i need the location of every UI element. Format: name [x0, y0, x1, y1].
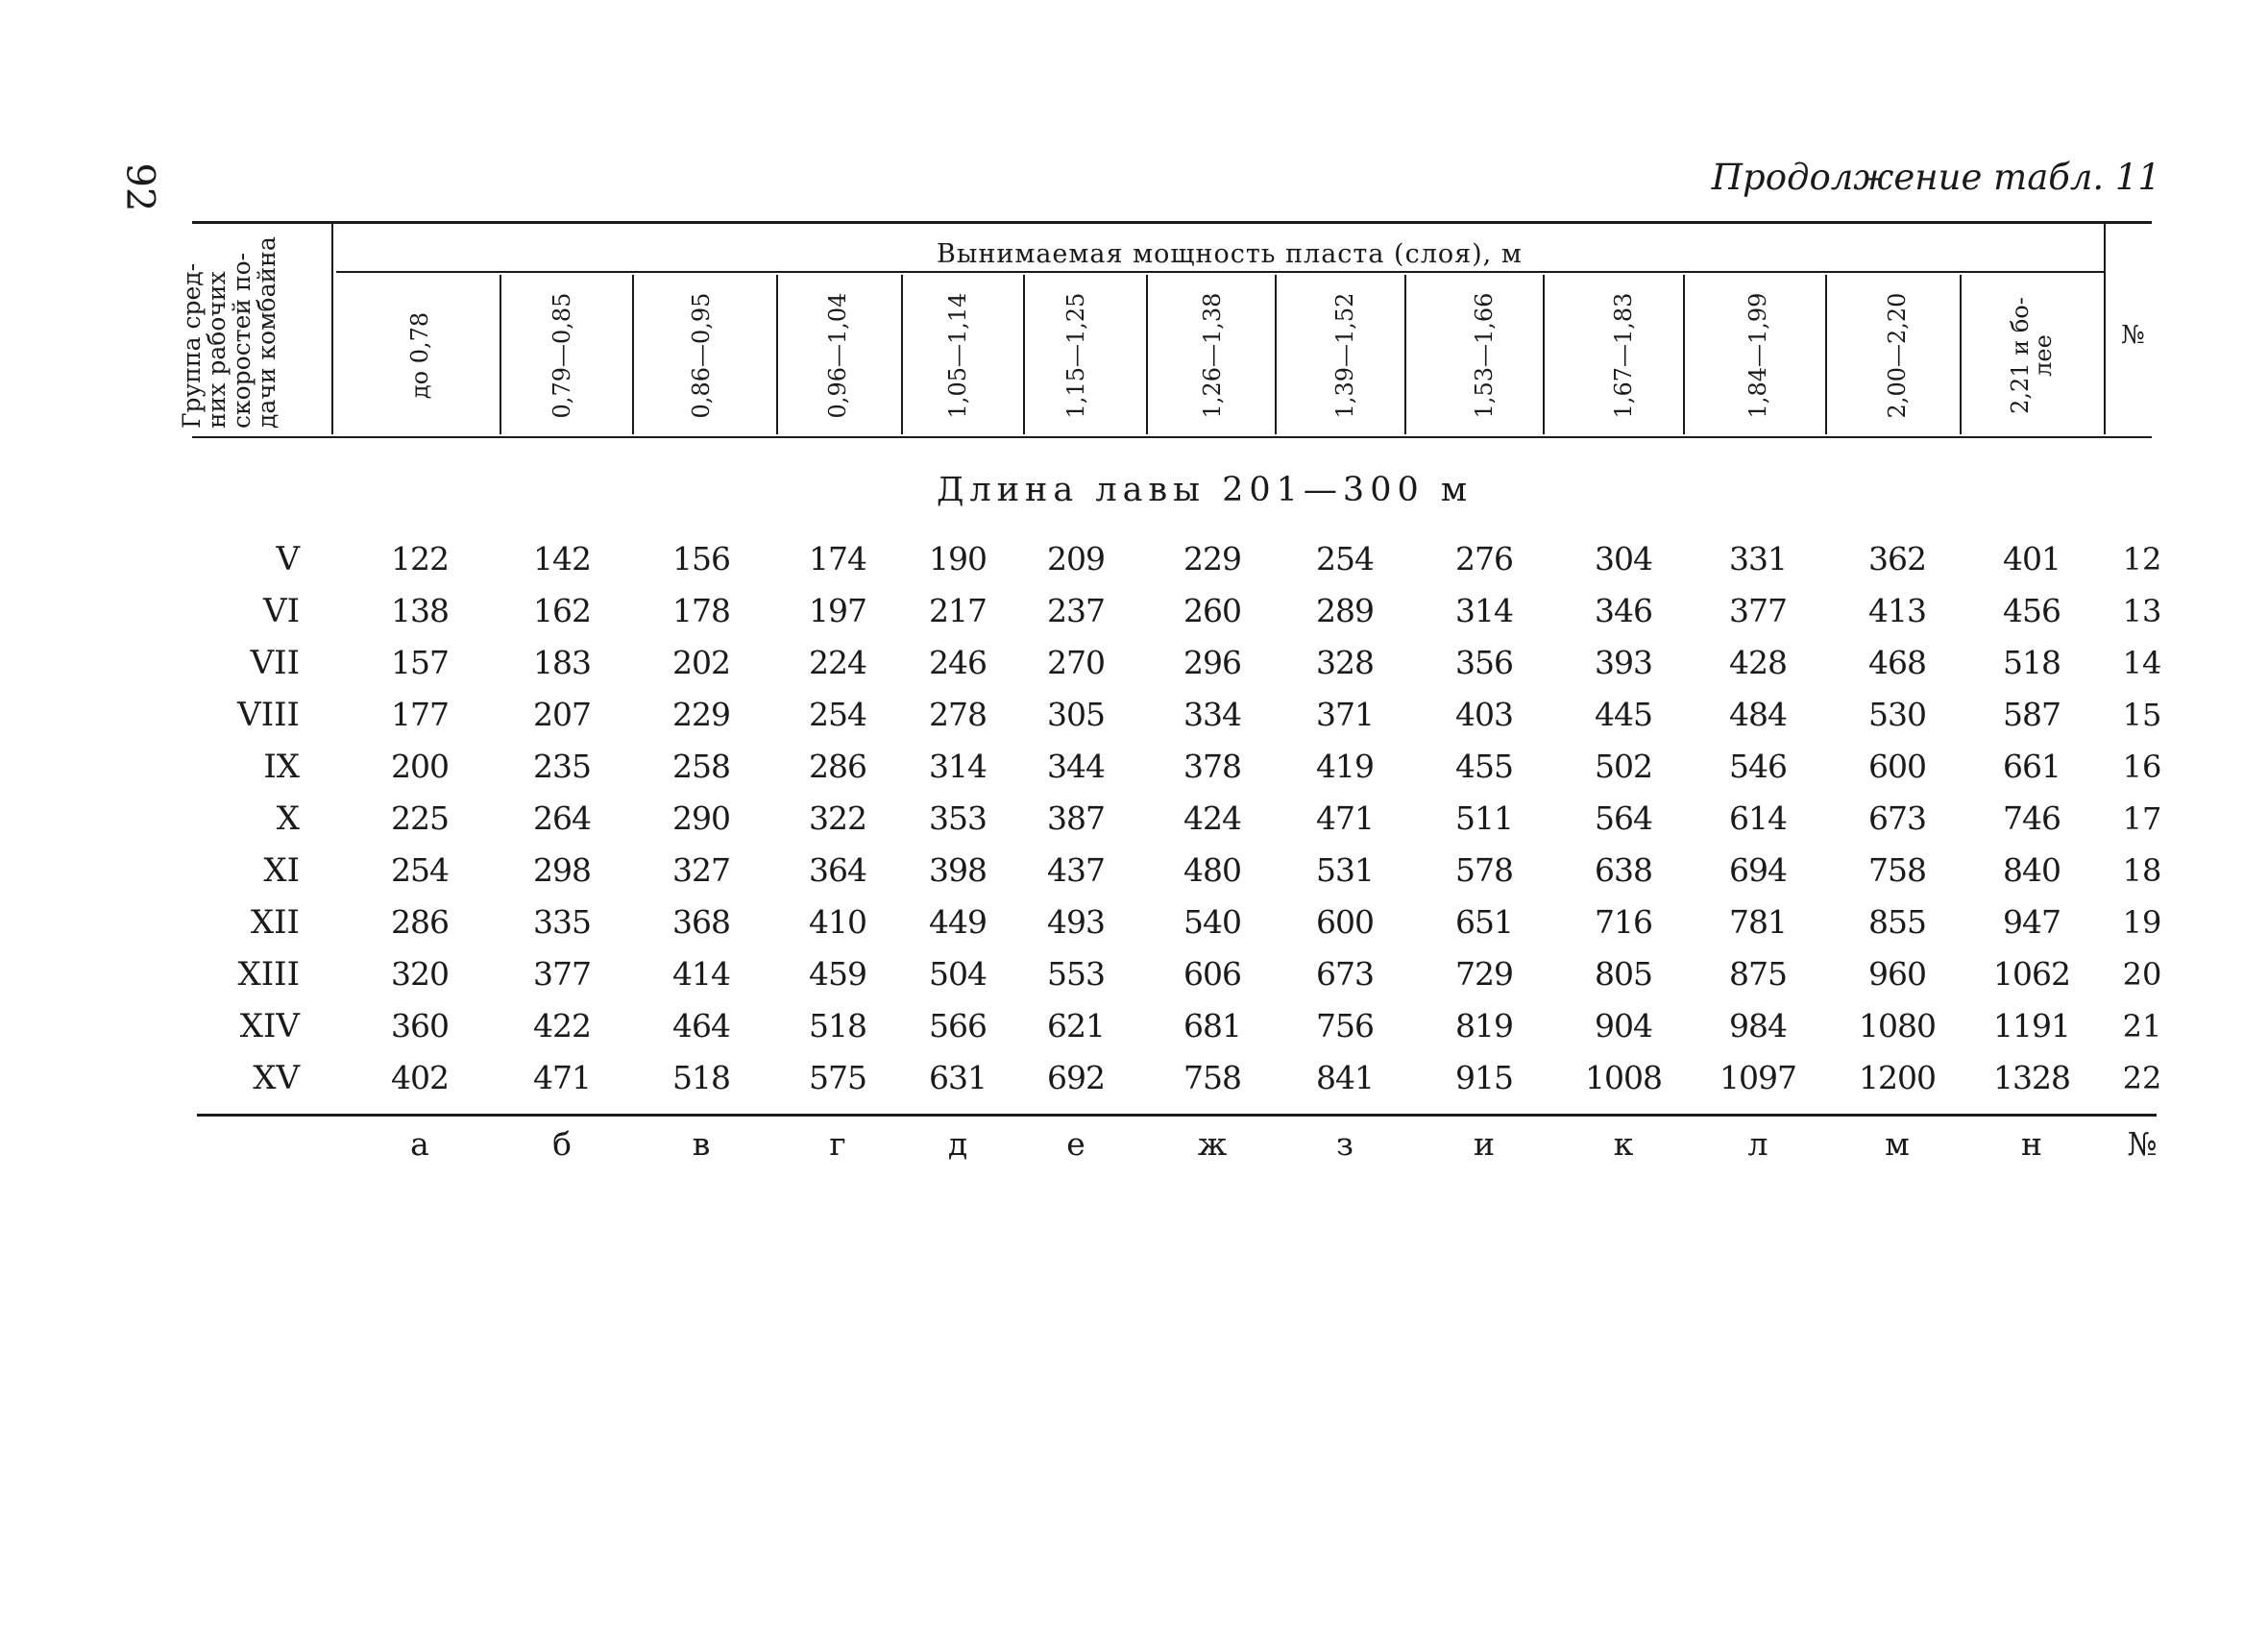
table-cell: 459 [809, 955, 866, 993]
footer-column-letter: ж [1197, 1125, 1228, 1163]
table-cell: 177 [391, 696, 449, 733]
table-cell: 304 [1595, 540, 1652, 577]
row-group-label: XIII [237, 955, 300, 994]
table-cell: 1097 [1719, 1059, 1796, 1096]
row-number: 12 [2122, 541, 2162, 577]
table-cell: 578 [1455, 851, 1513, 889]
column-separator [1275, 275, 1277, 434]
footer-column-letter: в [692, 1125, 711, 1163]
table-cell: 246 [929, 644, 987, 681]
thickness-column-header [1057, 259, 1095, 452]
table-cell: 758 [1868, 851, 1926, 889]
thickness-column-header [1878, 259, 1916, 452]
header-separator [2104, 223, 2106, 434]
table-cell: 229 [672, 696, 730, 733]
thickness-column-header [1604, 259, 1643, 452]
table-cell: 1062 [1993, 955, 2070, 993]
table-cell: 320 [391, 955, 449, 993]
thickness-span-header: Вынимаемая мощность пласта (слоя), м [937, 239, 1523, 269]
column-header-line: 0,79—0,85 [549, 292, 575, 419]
section-title: Длина лавы 201—300 м [937, 471, 1474, 509]
table-cell: 156 [672, 540, 730, 577]
table-cell: 344 [1047, 748, 1105, 785]
table-cell: 484 [1729, 696, 1787, 733]
table-cell: 334 [1183, 696, 1241, 733]
table-cell: 237 [1047, 592, 1105, 629]
footer-column-letter: и [1474, 1125, 1495, 1163]
table-cell: 673 [1316, 955, 1374, 993]
table-cell: 264 [533, 799, 591, 837]
table-cell: 511 [1455, 799, 1513, 837]
table-cell: 518 [2003, 644, 2061, 681]
column-separator [1023, 275, 1025, 434]
column-separator [1146, 275, 1148, 434]
table-cell: 422 [533, 1007, 591, 1044]
row-number: 14 [2122, 645, 2162, 681]
column-header-line: 1,53—1,66 [1471, 292, 1498, 419]
table-cell: 1191 [1993, 1007, 2070, 1044]
table-cell: 729 [1455, 955, 1513, 993]
table-cell: 122 [391, 540, 449, 577]
page-number: 92 [117, 162, 162, 212]
number-column-header: № [2121, 321, 2145, 350]
row-number: 15 [2122, 697, 2162, 733]
table-cell: 758 [1183, 1059, 1241, 1096]
table-cell: 600 [1316, 903, 1374, 941]
row-number: 18 [2122, 852, 2162, 889]
table-cell: 471 [1316, 799, 1374, 837]
table-cell: 162 [533, 592, 591, 629]
table-cell: 174 [809, 540, 866, 577]
group-column-header [134, 198, 326, 429]
column-header-line: лее [2030, 334, 2057, 377]
table-cell: 716 [1595, 903, 1652, 941]
table-cell: 464 [672, 1007, 730, 1044]
footer-column-letter: е [1066, 1125, 1085, 1163]
table-cell: 398 [929, 851, 987, 889]
thickness-column-header [939, 259, 977, 452]
table-cell: 260 [1183, 592, 1241, 629]
table-cell: 819 [1455, 1007, 1513, 1044]
table-cell: 575 [809, 1059, 866, 1096]
table-cell: 631 [929, 1059, 987, 1096]
table-cell: 694 [1729, 851, 1787, 889]
table-cell: 546 [1729, 748, 1787, 785]
table-cell: 1200 [1859, 1059, 1936, 1096]
table-cell: 142 [533, 540, 591, 577]
row-group-label: VIII [237, 696, 300, 734]
table-cell: 493 [1047, 903, 1105, 941]
table-cell: 209 [1047, 540, 1105, 577]
footer-column-letter: н [2021, 1125, 2042, 1163]
table-cell: 518 [809, 1007, 866, 1044]
table-cell: 638 [1595, 851, 1652, 889]
footer-number-label: № [2127, 1125, 2158, 1163]
thickness-column-header [818, 259, 857, 452]
table-cell: 178 [672, 592, 730, 629]
table-cell: 564 [1595, 799, 1652, 837]
column-header-line: 0,86—0,95 [688, 292, 715, 419]
row-group-label: XII [250, 903, 300, 942]
footer-column-letter: а [410, 1125, 429, 1163]
table-cell: 419 [1316, 748, 1374, 785]
table-cell: 681 [1183, 1007, 1241, 1044]
row-group-label: X [276, 799, 300, 838]
table-cell: 368 [672, 903, 730, 941]
table-cell: 225 [391, 799, 449, 837]
column-header-line: 1,67—1,83 [1610, 292, 1637, 419]
table-cell: 414 [672, 955, 730, 993]
table-cell: 502 [1595, 748, 1652, 785]
table-cell: 746 [2003, 799, 2061, 837]
table-cell: 286 [391, 903, 449, 941]
table-cell: 331 [1729, 540, 1787, 577]
table-cell: 356 [1455, 644, 1513, 681]
table-cell: 296 [1183, 644, 1241, 681]
thickness-column-header [1465, 259, 1503, 452]
table-cell: 314 [1455, 592, 1513, 629]
table-cell: 410 [809, 903, 866, 941]
table-cell: 904 [1595, 1007, 1652, 1044]
table-cell: 840 [2003, 851, 2061, 889]
column-separator [1960, 275, 1962, 434]
column-header-line: до 0,78 [406, 311, 433, 400]
table-cell: 540 [1183, 903, 1241, 941]
footer-column-letter: з [1336, 1125, 1353, 1163]
table-cell: 673 [1868, 799, 1926, 837]
footer-column-letter: л [1747, 1125, 1768, 1163]
thickness-column-header [543, 259, 581, 452]
table-cell: 353 [929, 799, 987, 837]
table-continuation-label: Продолжение табл. 11 [1711, 157, 2160, 198]
table-cell: 651 [1455, 903, 1513, 941]
group-header-line: них рабочих [203, 271, 231, 429]
table-cell: 437 [1047, 851, 1105, 889]
row-group-label: IX [263, 748, 300, 786]
table-cell: 235 [533, 748, 591, 785]
table-cell: 377 [1729, 592, 1787, 629]
table-cell: 377 [533, 955, 591, 993]
column-header-line: 2,00—2,20 [1884, 292, 1911, 419]
table-cell: 289 [1316, 592, 1374, 629]
table-cell: 875 [1729, 955, 1787, 993]
column-header-line: 1,39—1,52 [1331, 292, 1358, 419]
table-cell: 1328 [1993, 1059, 2070, 1096]
table-cell: 378 [1183, 748, 1241, 785]
row-group-label: XV [253, 1059, 300, 1097]
table-cell: 200 [391, 748, 449, 785]
footer-column-letter: б [552, 1125, 572, 1163]
group-header-line: дачи комбайна [253, 236, 280, 429]
row-number: 17 [2122, 800, 2162, 837]
table-cell: 480 [1183, 851, 1241, 889]
table-cell: 621 [1047, 1007, 1105, 1044]
table-cell: 322 [809, 799, 866, 837]
thickness-column-header [1193, 259, 1232, 452]
table-cell: 947 [2003, 903, 2061, 941]
table-cell: 258 [672, 748, 730, 785]
row-number: 21 [2122, 1008, 2162, 1044]
footer-column-letter: д [947, 1125, 968, 1163]
table-cell: 530 [1868, 696, 1926, 733]
table-cell: 518 [672, 1059, 730, 1096]
column-separator [901, 275, 903, 434]
table-cell: 183 [533, 644, 591, 681]
table-cell: 360 [391, 1007, 449, 1044]
row-group-label: VI [263, 592, 300, 630]
table-cell: 781 [1729, 903, 1787, 941]
table-cell: 428 [1729, 644, 1787, 681]
table-top-rule [192, 221, 2152, 224]
table-cell: 1008 [1585, 1059, 1662, 1096]
footer-column-letter: г [829, 1125, 846, 1163]
table-cell: 692 [1047, 1059, 1105, 1096]
table-cell: 661 [2003, 748, 2061, 785]
table-cell: 401 [2003, 540, 2061, 577]
thickness-column-header [401, 259, 439, 452]
table-cell: 504 [929, 955, 987, 993]
row-number: 22 [2122, 1060, 2162, 1096]
table-cell: 456 [2003, 592, 2061, 629]
header-bottom-rule [192, 436, 2152, 438]
table-cell: 346 [1595, 592, 1652, 629]
table-cell: 531 [1316, 851, 1374, 889]
group-header-line: Группа сред- [178, 262, 206, 429]
column-separator [1543, 275, 1545, 434]
column-separator [1825, 275, 1827, 434]
table-cell: 197 [809, 592, 866, 629]
table-cell: 403 [1455, 696, 1513, 733]
table-cell: 455 [1455, 748, 1513, 785]
table-cell: 960 [1868, 955, 1926, 993]
thickness-column-header [682, 259, 720, 452]
table-cell: 445 [1595, 696, 1652, 733]
table-cell: 614 [1729, 799, 1787, 837]
row-number: 16 [2122, 749, 2162, 785]
table-cell: 254 [391, 851, 449, 889]
column-header-line: 1,26—1,38 [1199, 292, 1226, 419]
table-cell: 254 [1316, 540, 1374, 577]
column-separator [500, 275, 501, 434]
column-header-line: 0,96—1,04 [824, 292, 851, 419]
table-cell: 841 [1316, 1059, 1374, 1096]
table-cell: 276 [1455, 540, 1513, 577]
column-separator [776, 275, 778, 434]
table-cell: 138 [391, 592, 449, 629]
column-separator [1404, 275, 1406, 434]
table-cell: 270 [1047, 644, 1105, 681]
table-cell: 328 [1316, 644, 1374, 681]
group-header-line: скоростей по- [228, 252, 256, 429]
column-separator [1683, 275, 1685, 434]
table-cell: 314 [929, 748, 987, 785]
table-cell: 805 [1595, 955, 1652, 993]
table-cell: 468 [1868, 644, 1926, 681]
table-cell: 305 [1047, 696, 1105, 733]
row-group-label: VII [250, 644, 300, 682]
column-header-line: 2,21 и бо- [2007, 297, 2034, 414]
row-group-label: V [276, 540, 300, 578]
table-cell: 915 [1455, 1059, 1513, 1096]
table-cell: 587 [2003, 696, 2061, 733]
thickness-column-header [1739, 259, 1777, 452]
header-separator [331, 223, 333, 434]
table-cell: 229 [1183, 540, 1241, 577]
table-cell: 413 [1868, 592, 1926, 629]
table-cell: 402 [391, 1059, 449, 1096]
thickness-column-header [2007, 259, 2057, 452]
table-cell: 207 [533, 696, 591, 733]
table-cell: 290 [672, 799, 730, 837]
table-cell: 157 [391, 644, 449, 681]
table-cell: 278 [929, 696, 987, 733]
table-cell: 393 [1595, 644, 1652, 681]
column-header-line: 1,15—1,25 [1062, 292, 1089, 419]
footer-column-letter: м [1885, 1125, 1910, 1163]
table-cell: 224 [809, 644, 866, 681]
table-cell: 756 [1316, 1007, 1374, 1044]
table-cell: 202 [672, 644, 730, 681]
table-cell: 217 [929, 592, 987, 629]
table-cell: 362 [1868, 540, 1926, 577]
table-cell: 424 [1183, 799, 1241, 837]
row-number: 19 [2122, 904, 2162, 941]
table-cell: 254 [809, 696, 866, 733]
table-cell: 335 [533, 903, 591, 941]
table-cell: 371 [1316, 696, 1374, 733]
table-cell: 553 [1047, 955, 1105, 993]
footer-column-letter: к [1613, 1125, 1634, 1163]
table-cell: 327 [672, 851, 730, 889]
table-cell: 298 [533, 851, 591, 889]
column-separator [632, 275, 634, 434]
row-number: 20 [2122, 956, 2162, 993]
table-cell: 286 [809, 748, 866, 785]
table-cell: 984 [1729, 1007, 1787, 1044]
column-header-line: 1,84—1,99 [1744, 292, 1771, 419]
table-cell: 855 [1868, 903, 1926, 941]
row-group-label: XI [263, 851, 300, 890]
thickness-column-header [1326, 259, 1364, 452]
column-header-line: 1,05—1,14 [944, 292, 971, 419]
table-cell: 387 [1047, 799, 1105, 837]
table-cell: 606 [1183, 955, 1241, 993]
table-cell: 566 [929, 1007, 987, 1044]
row-number: 13 [2122, 593, 2162, 629]
table-cell: 449 [929, 903, 987, 941]
table-cell: 1080 [1859, 1007, 1936, 1044]
body-bottom-rule [197, 1114, 2157, 1117]
table-cell: 600 [1868, 748, 1926, 785]
table-cell: 471 [533, 1059, 591, 1096]
row-group-label: XIV [239, 1007, 300, 1045]
table-cell: 364 [809, 851, 866, 889]
table-cell: 190 [929, 540, 987, 577]
